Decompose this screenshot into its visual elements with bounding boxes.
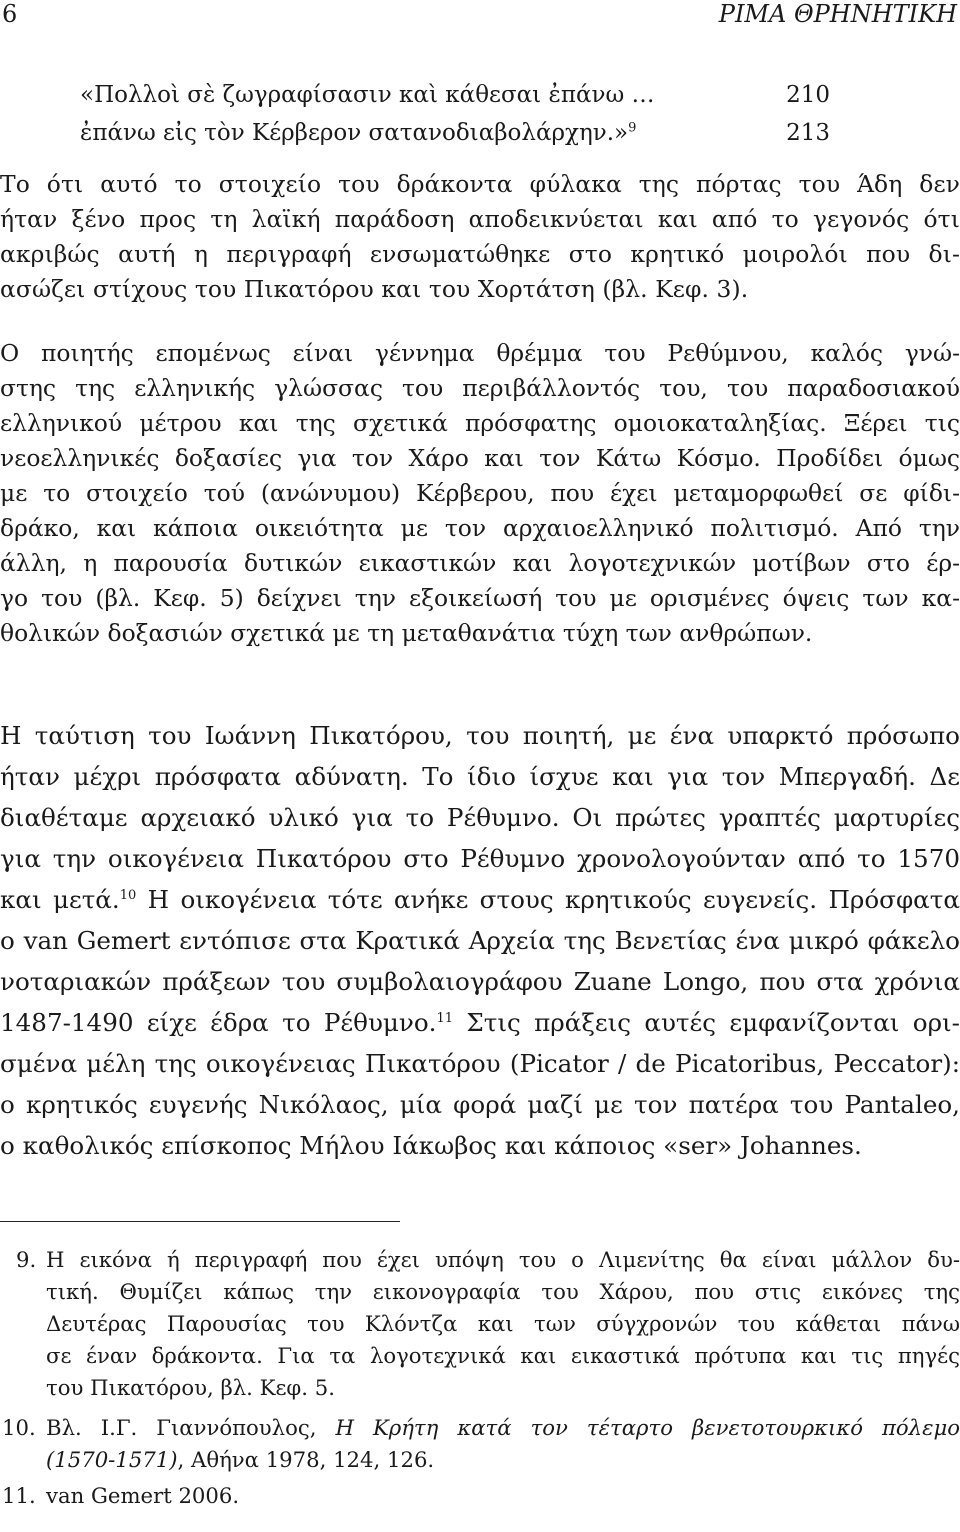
footnotes <box>0 1244 960 1512</box>
text-line: ο van Gemert εντόπισε στα Κρατικά Αρχεία της Βενετίας ένα μικρό φάκελο <box>0 926 960 955</box>
footnote-number: 10. <box>2 1415 36 1440</box>
footnote-ref[interactable]: 10 <box>119 887 137 903</box>
text-line: ήταν μέχρι πρόσφατα αδύνατη. Το ίδιο ίσχυε και για τον Μπεργαδή. Δε <box>0 762 960 791</box>
text-line: Η εικόνα ή περιγραφή που έχει υπόψη του ο Λιμενίτης θα είναι μάλλον δυ- <box>46 1247 960 1272</box>
book-title: (1570-1571) <box>46 1447 178 1472</box>
verse-line <box>80 114 830 152</box>
footnote-text <box>46 1412 960 1476</box>
verse-line <box>80 76 830 114</box>
text-line: για την οικογένεια Πικατόρου στο Ρέθυμνο χρονολογούνταν από το 1570 <box>0 844 960 873</box>
text-line <box>46 1444 960 1476</box>
text-line <box>0 1002 960 1043</box>
text-line: ασώζει στίχους του Πικατόρου και του Χορτάτση (βλ. Κεφ. 3). <box>0 275 749 303</box>
text-line: σε έναν δράκοντα. Για τα λογοτεχνικά και εικαστικά πρότυπα και τις πηγές <box>46 1343 960 1368</box>
footnote-number: 11. <box>2 1483 36 1508</box>
text-line <box>46 1412 960 1444</box>
text-line: στης της ελληνικής γλώσσας του περιβάλλοντός του, του παραδοσιακού <box>0 374 960 402</box>
paragraph-1 <box>0 167 960 307</box>
text-line: άλλη, η παρουσία δυτικών εικαστικών και λογοτεχνικών μοτίβων στο έρ- <box>0 549 960 577</box>
text-line: Δευτέρας Παρουσίας του Κλόντζα και των σύγχρονών του κάθεται πάνω <box>46 1311 960 1336</box>
running-title: ΡΙΜΑ ΘΡΗΝΗΤΙΚΗ <box>718 0 957 28</box>
footnote-ref[interactable]: 11 <box>436 1010 454 1026</box>
text-line: τική. Θυμίζει κάπως την εικονογραφία του Χάρου, που στις εικόνες της <box>46 1279 960 1304</box>
footnote-11 <box>0 1480 960 1512</box>
text-segment: 1487-1490 είχε έδρα το Ρέθυμνο. <box>0 1008 437 1037</box>
text-line: Ο ποιητής επομένως είναι γέννημα θρέμμα του Ρεθύμνου, καλός γνώ- <box>0 339 960 367</box>
text-line: ακριβώς αυτή η περιγραφή ενσωματώθηκε στο κρητικό μοιρολόι που δι- <box>0 240 960 268</box>
text-line: θολικών δοξασιών σχετικά με τη μεταθανάτια τύχη των ανθρώπων. <box>0 619 813 647</box>
text-segment: Η οικογένεια τότε ανήκε στους κρητικούς ευγενείς. Πρόσφατα <box>136 885 960 914</box>
text-line <box>0 879 960 920</box>
text-line: Η ταύτιση του Ιωάννη Πικατόρου, του ποιητή, με ένα υπαρκτό πρόσωπο <box>0 721 960 750</box>
text-segment: Βλ. Ι.Γ. Γιαννόπουλος, <box>46 1415 336 1440</box>
text-line: του Πικατόρου, βλ. Κεφ. 5. <box>46 1375 335 1400</box>
verse-text: «Πολλοὶ σὲ ζωγραφίσασιν καὶ κάθεσαι ἐπάνω … <box>80 82 655 108</box>
text-line: νοταριακών πράξεων του συμβολαιογράφου Zuane Longo, που στα χρόνια <box>0 967 960 996</box>
text-line: ελληνικού μέτρου και της σχετικά πρόσφατης ομοιοκαταληξίας. Ξέρει τις <box>0 409 960 437</box>
verse-quote <box>80 76 830 152</box>
page-header <box>0 0 960 36</box>
text-line: Το ότι αυτό το στοιχείο του δράκοντα φύλακα της πόρτας του Άδη δεν <box>0 170 960 198</box>
text-line: διαθέταμε αρχειακό υλικό για το Ρέθυμνο. Οι πρώτες γραπτές μαρτυρίες <box>0 803 960 832</box>
footnote-ref[interactable]: 9 <box>628 120 637 136</box>
text-line: ο κρητικός ευγενής Νικόλαος, μία φορά μαζί με τον πατέρα του Pantaleo, <box>0 1090 960 1119</box>
verse-line-number: 213 <box>786 120 830 146</box>
text-line: δράκο, και κάποια οικειότητα με τον αρχαιοελληνικό πολιτισμό. Από την <box>0 514 960 542</box>
text-segment: , Αθήνα 1978, 124, 126. <box>177 1447 435 1472</box>
text-segment: Στις πράξεις αυτές εμφανίζονται ορι- <box>453 1008 960 1037</box>
text-segment: και μετά. <box>0 885 120 914</box>
footnote-9 <box>0 1244 960 1404</box>
text-line: σμένα μέλη της οικογένειας Πικατόρου (Picator / de Picatoribus, Peccator): <box>0 1049 960 1078</box>
footnote-text <box>46 1480 960 1512</box>
footnote-number: 9. <box>16 1247 37 1272</box>
verse-text: ἐπάνω εἰς τὸν Κέρβερον σατανοδιαβολάρχην.» <box>80 120 629 146</box>
verse-line-number: 210 <box>786 82 830 108</box>
text-line: νεοελληνικές δοξασίες για τον Χάρο και τον Κάτω Κόσμο. Προδίδει όμως <box>0 444 960 472</box>
footnote-10 <box>0 1412 960 1476</box>
paragraph-2 <box>0 336 960 651</box>
book-title: Η Κρήτη κατά τον τέταρτο βενετοτουρκικό πόλεμο <box>335 1415 960 1440</box>
footnote-divider <box>0 1221 400 1222</box>
page-number: 6 <box>2 0 18 28</box>
text-line: ο καθολικός επίσκοπος Μήλου Ιάκωβος και κάποιος «ser» Johannes. <box>0 1131 862 1160</box>
paragraph-3 <box>0 715 960 1166</box>
text-line: ήταν ξένο προς τη λαϊκή παράδοση αποδεικνύεται και από το γεγονός ότι <box>0 205 960 233</box>
text-line: van Gemert 2006. <box>46 1483 240 1508</box>
footnote-text <box>46 1244 960 1404</box>
text-line: γο του (βλ. Κεφ. 5) δείχνει την εξοικείωσή του με ορισμένες όψεις των κα- <box>0 584 960 612</box>
text-line: με το στοιχείο τού (ανώνυμου) Κέρβερου, που έχει μεταμορφωθεί σε φίδι- <box>0 479 960 507</box>
